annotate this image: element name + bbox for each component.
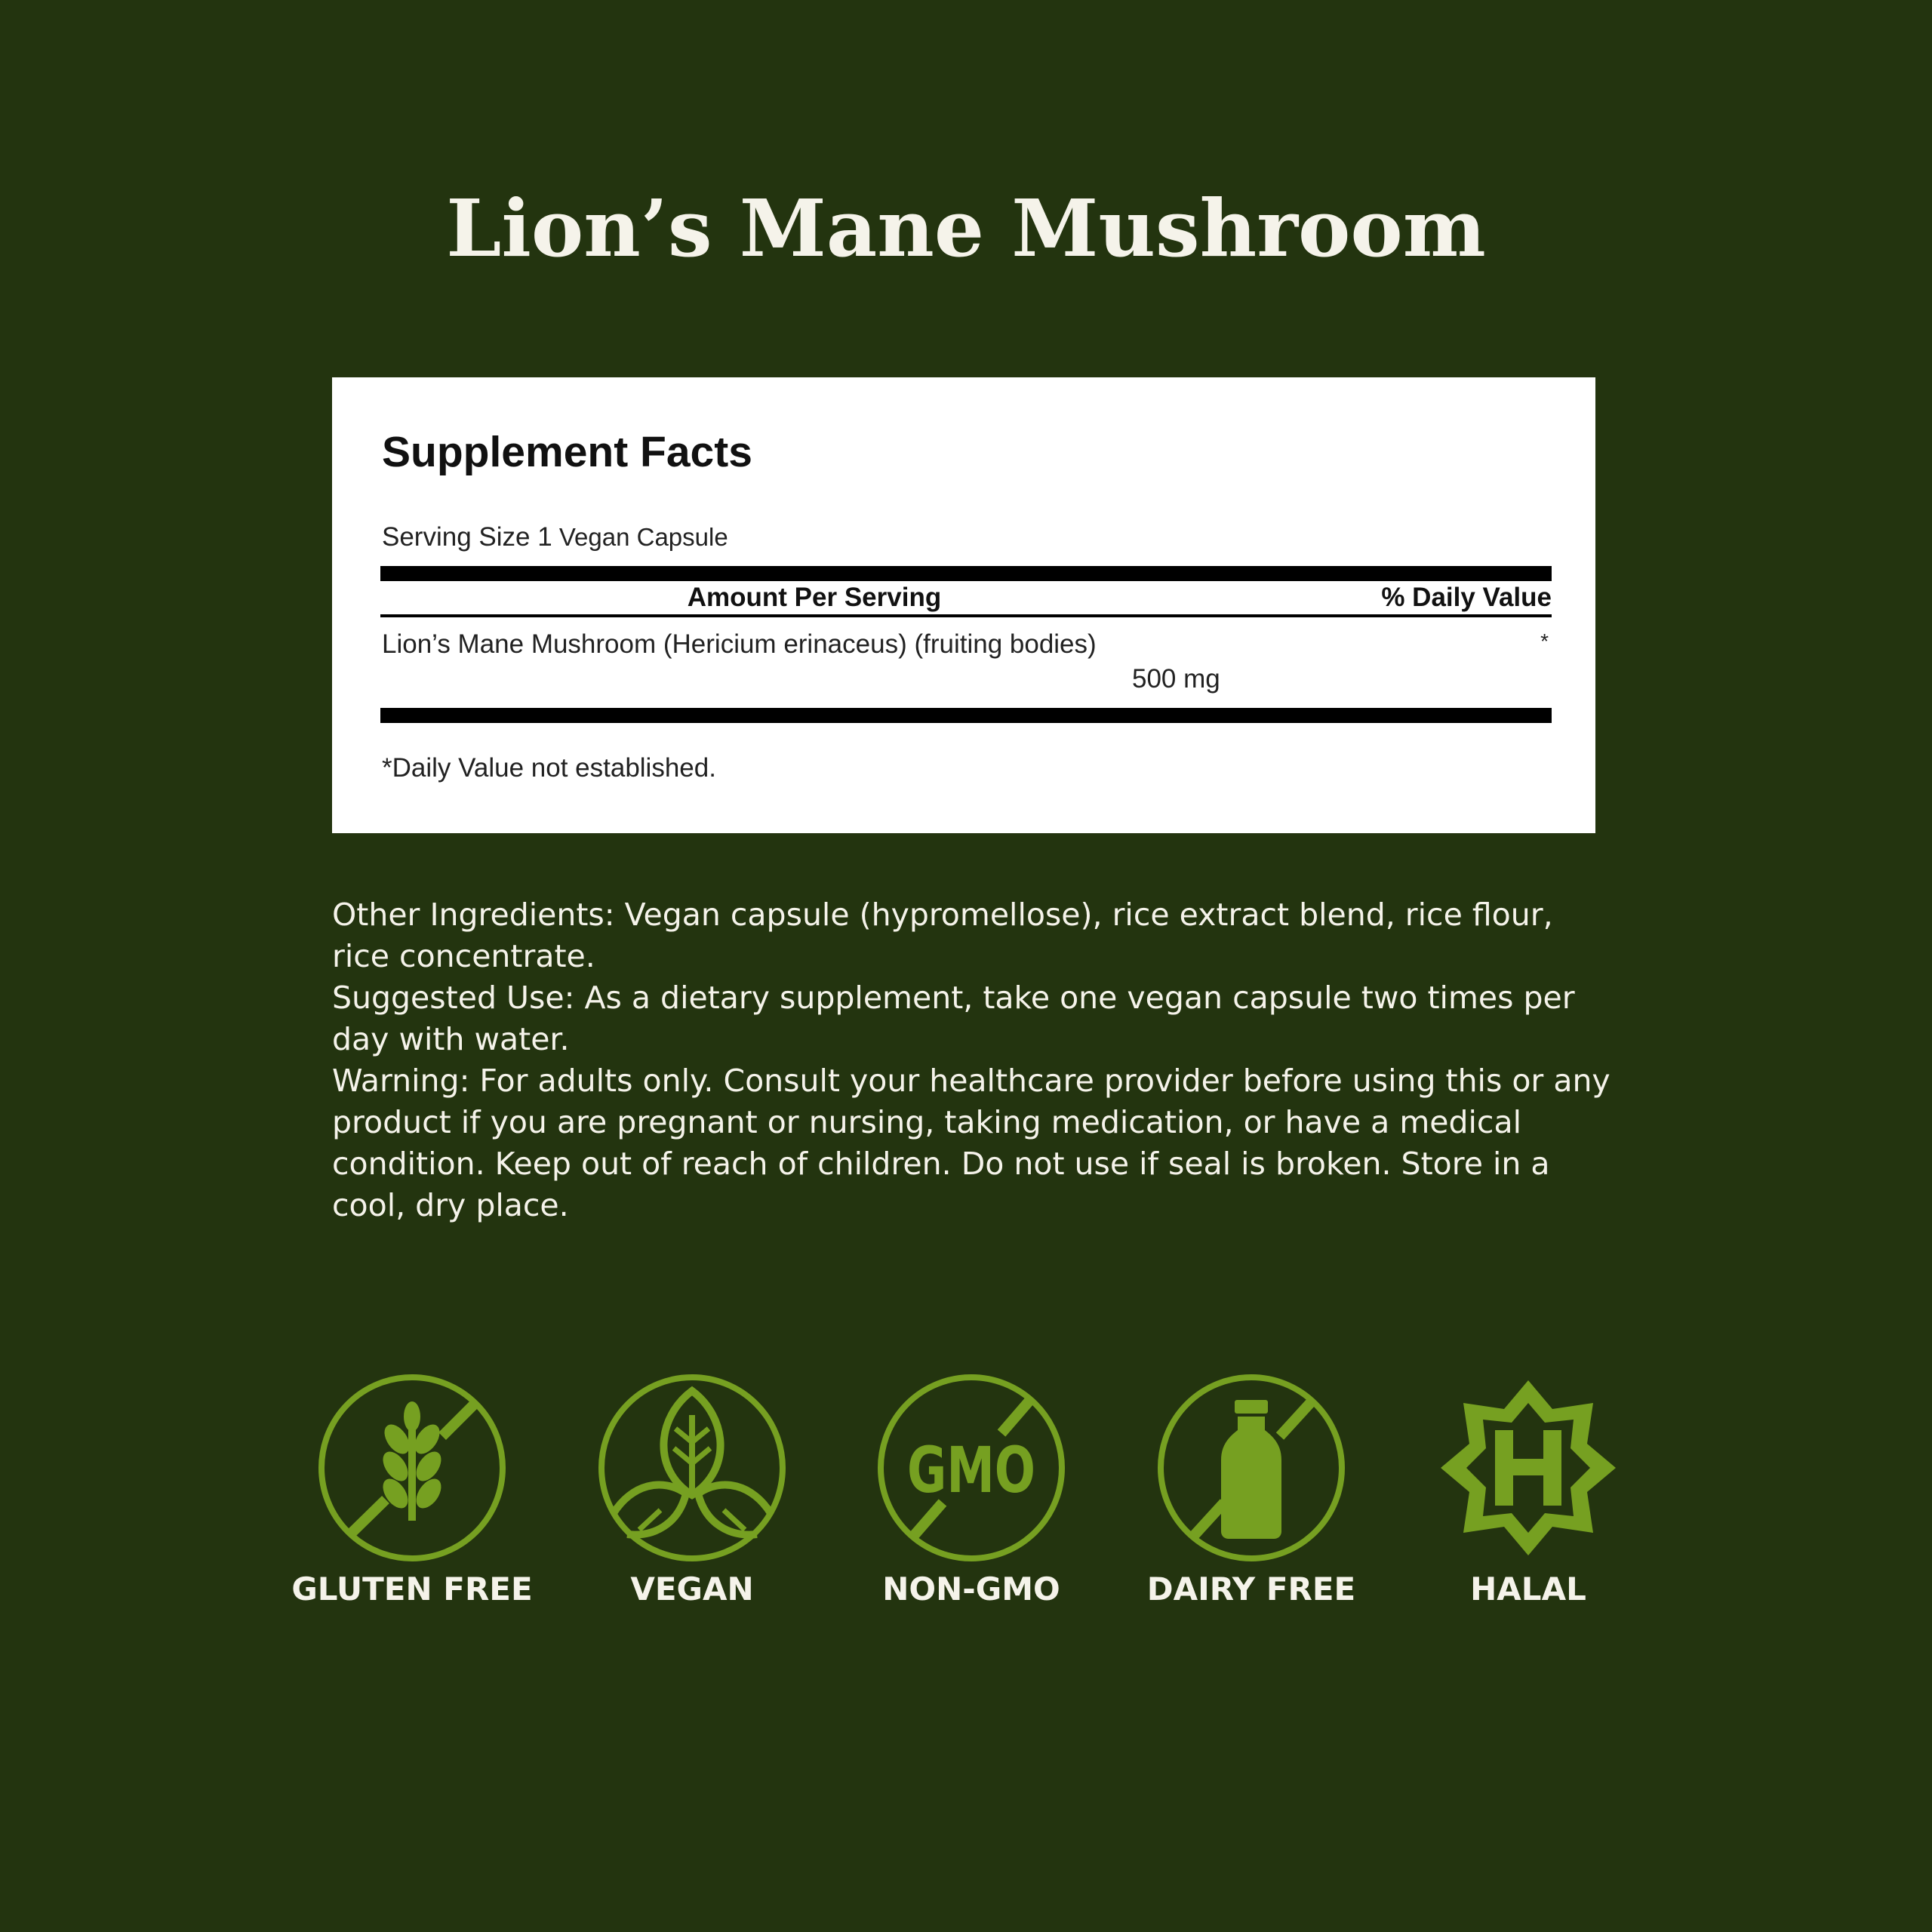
other-ingredients-text: Other Ingredients: Vegan capsule (hypromellose), rice extract blend, rice flour, rice concentrate. bbox=[332, 897, 1553, 974]
badge-label: DAIRY FREE bbox=[1146, 1571, 1356, 1607]
badge-vegan bbox=[564, 1370, 820, 1607]
badge-gluten-free bbox=[284, 1370, 540, 1607]
gmo-crossed-icon bbox=[873, 1370, 1069, 1566]
page-title: Lion’s Mane Mushroom bbox=[446, 182, 1486, 275]
supplement-facts-heading: Supplement Facts bbox=[382, 428, 752, 476]
daily-value-header: % Daily Value bbox=[1381, 583, 1552, 612]
serving-size bbox=[382, 521, 728, 554]
wheat-crossed-icon bbox=[314, 1370, 510, 1566]
badge-halal bbox=[1400, 1370, 1657, 1607]
facts-divider-thin bbox=[380, 614, 1552, 617]
amount-per-serving-header: Amount Per Serving bbox=[687, 583, 942, 612]
ingredient-daily-value: * bbox=[1540, 629, 1549, 653]
badge-dairy-free bbox=[1123, 1370, 1380, 1607]
serving-size-unit: Vegan Capsule bbox=[552, 523, 728, 551]
svg-text:GMO: GMO bbox=[907, 1433, 1035, 1507]
ingredient-name: Lion’s Mane Mushroom (Hericium erinaceus) (fruiting bodies) bbox=[382, 629, 1097, 659]
badge-label: NON-GMO bbox=[882, 1571, 1060, 1607]
badge-label: GLUTEN FREE bbox=[291, 1571, 533, 1607]
suggested-use-text: Suggested Use: As a dietary supplement, take one vegan capsule two times per day with water. bbox=[332, 980, 1575, 1057]
product-info bbox=[332, 894, 1615, 1226]
badge-label: HALAL bbox=[1470, 1571, 1586, 1607]
halal-star-icon bbox=[1430, 1370, 1626, 1566]
badge-non-gmo bbox=[843, 1370, 1100, 1607]
badge-label: VEGAN bbox=[630, 1571, 754, 1607]
facts-divider-thick-top bbox=[380, 566, 1552, 581]
serving-size-label: Serving Size 1 bbox=[382, 522, 552, 552]
leaf-icon bbox=[594, 1370, 790, 1566]
supplement-facts-panel bbox=[332, 377, 1595, 833]
warning-text: Warning: For adults only. Consult your healthcare provider before using this or any product if you are pregnant or nursing, taking medication, or have a medical condition. Keep out of reach of children. Do not use if seal is broken. Store in a cool, dry place. bbox=[332, 1063, 1611, 1223]
ingredient-amount: 500 mg bbox=[1132, 664, 1220, 694]
facts-divider-thick-bottom bbox=[380, 708, 1552, 723]
daily-value-footnote: *Daily Value not established. bbox=[382, 753, 716, 783]
milk-bottle-crossed-icon bbox=[1153, 1370, 1349, 1566]
